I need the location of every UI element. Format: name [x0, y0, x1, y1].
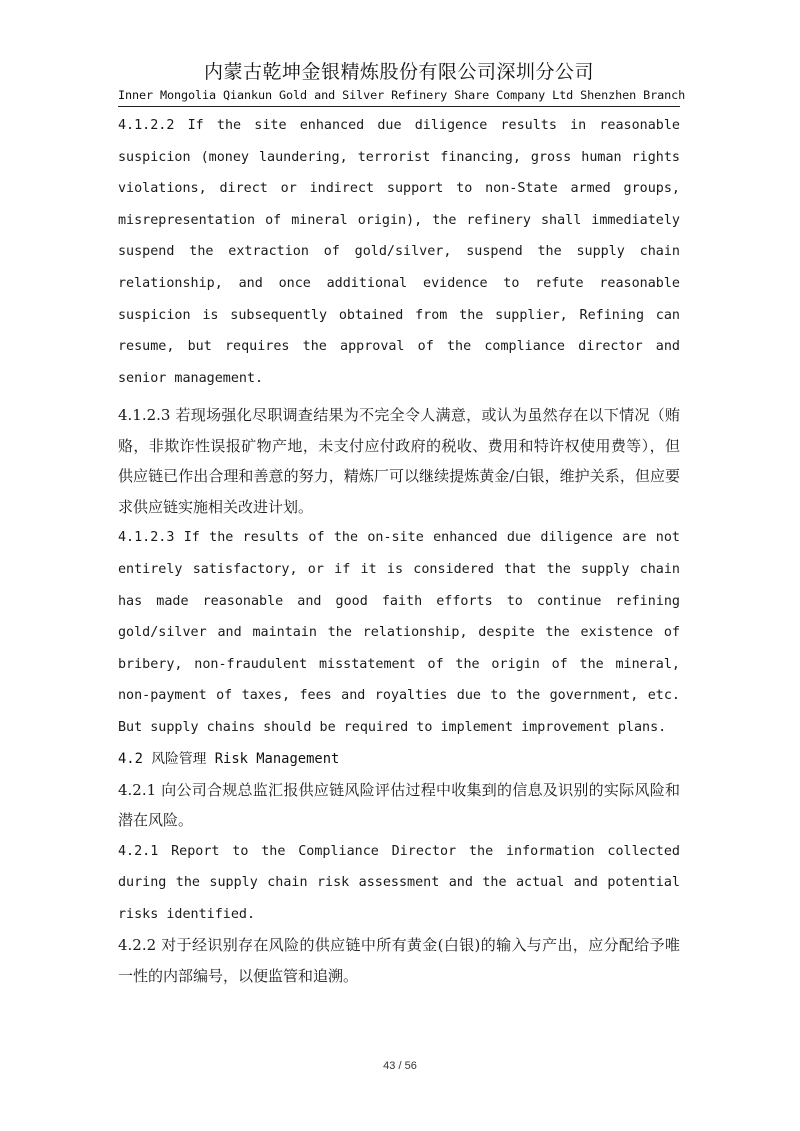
page-header	[118, 58, 686, 104]
paragraph-4-2-1-chinese: 4.2.1 向公司合规总监汇报供应链风险评估过程中收集到的信息及识别的实际风险和潜在风险。	[118, 780, 680, 829]
paragraph-4-2-2-chinese: 4.2.2 对于经识别存在风险的供应链中所有黄金(白银)的输入与产出，应分配给予唯一性的内部编号，以便监管和追溯。	[118, 936, 680, 985]
company-name-chinese: 内蒙古乾坤金银精炼股份有限公司深圳分公司	[203, 61, 594, 83]
paragraph-4-1-2-3-english: 4.1.2.3 If the results of the on-site enhanced due diligence are not entirely satisfactory, or if it is considered that the supply chain has made reasonable and good faith efforts to continue refining gold/silver and maintain the relationship, despite the existence of bribery, non-fraudulent misstatement of the origin of the mineral, non-payment of taxes, fees and royalties due to the government, etc. But supply chains should be required to implement improvement plans.	[118, 530, 680, 735]
page-number: 43 / 56	[383, 1060, 417, 1072]
section-heading-risk-management: 4.2 风险管理 Risk Management	[118, 750, 340, 767]
paragraph-4-1-2-2-english: 4.1.2.2 If the site enhanced due diligence results in reasonable suspicion (money laundering, terrorist financing, gross human rights violations, direct or indirect support to non-State armed groups, misrepresentation of mineral origin), the refinery shall immediately suspend the extraction of gold/silver, suspend the supply chain relationship, and once additional evidence to refute reasonable suspicion is subsequently obtained from the supplier, Refining can resume, but requires the approval of the compliance director and senior management.	[118, 118, 680, 386]
page-body	[118, 110, 680, 991]
header-divider	[118, 106, 680, 107]
company-name-english: Inner Mongolia Qiankun Gold and Silver Refinery Share Company Ltd Shenzhen Branch	[118, 88, 686, 102]
paragraph-4-2-1-english: 4.2.1 Report to the Compliance Director the information collected during the supply chain risk assessment and the actual and potential risks identified.	[118, 843, 680, 922]
paragraph-4-1-2-3-chinese: 4.1.2.3 若现场强化尽职调查结果为不完全令人满意，或认为虽然存在以下情况（贿赂，非欺诈性误报矿物产地，未支付应付政府的税收、费用和特许权使用费等），但供应链已作出合理和善意的努力，精炼厂可以继续提炼黄金/白银，维护关系，但应要求供应链实施相关改进计划。	[118, 406, 680, 516]
